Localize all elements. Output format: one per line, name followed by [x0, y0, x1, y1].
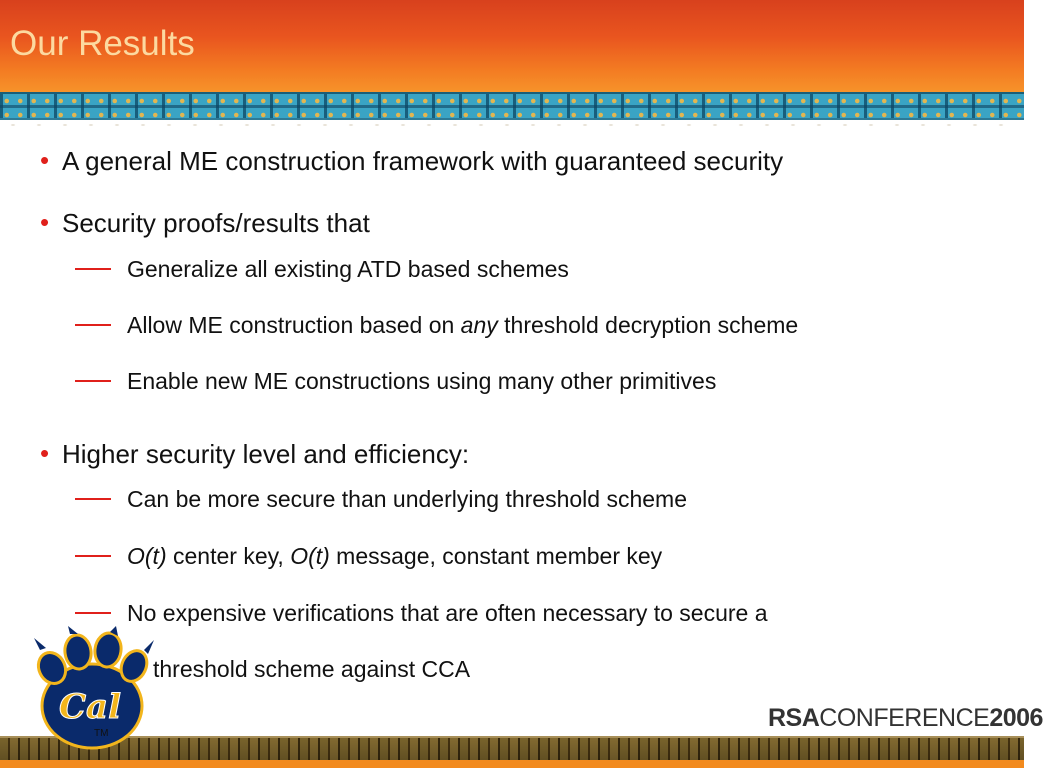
bullet-icon: • [40, 438, 50, 468]
slide-title: Our Results [10, 24, 195, 63]
sub-bullet-2-2-em: any [460, 312, 498, 338]
logo-text: Cal [58, 687, 122, 727]
bullet-icon: • [40, 207, 50, 237]
dash-icon [75, 498, 111, 500]
sub-bullet-3-1: Can be more secure than underlying threshold scheme [127, 486, 687, 512]
trademark-label: TM [94, 728, 109, 739]
bullet-2: Security proofs/results that [62, 208, 370, 238]
sub-bullet-3-2-em1: O(t) [127, 543, 167, 569]
sub-bullet-3-2-post: message, constant member key [329, 543, 663, 569]
bullet-icon: • [40, 145, 50, 175]
sub-bullet-3-3-line1: No expensive verifications that are often necessary to secure a [127, 600, 768, 626]
rsa-conference-logo [768, 704, 1043, 733]
dash-icon [75, 612, 111, 614]
sub-bullet-2-3: Enable new ME constructions using many other primitives [127, 368, 717, 394]
dash-icon [75, 555, 111, 557]
sub-bullet-2-1: Generalize all existing ATD based schemes [127, 256, 569, 282]
bullet-1: A general ME construction framework with guaranteed security [62, 146, 784, 176]
rsa-logo-part1: RSA [768, 704, 820, 732]
sub-bullet-3-2-em2: O(t) [290, 543, 330, 569]
footer-orange-strip [0, 760, 1024, 768]
sub-bullet-2-2-pre: Allow ME construction based on [127, 312, 461, 338]
bullet-3: Higher security level and efficiency: [62, 439, 470, 469]
sub-bullet-2-2-post: threshold decryption scheme [497, 312, 799, 338]
dash-icon [75, 380, 111, 382]
rsa-logo-year: 2006 [989, 704, 1043, 732]
rsa-logo-part2: CONFERENCE [819, 704, 990, 732]
sub-bullet-2-2 [127, 311, 798, 339]
sub-bullet-3-3-line2: threshold scheme against CCA [153, 656, 471, 682]
sub-bullet-3-2 [127, 542, 662, 570]
sub-bullet-3-2-mid: center key, [166, 543, 291, 569]
dash-icon [75, 324, 111, 326]
dash-icon [75, 268, 111, 270]
